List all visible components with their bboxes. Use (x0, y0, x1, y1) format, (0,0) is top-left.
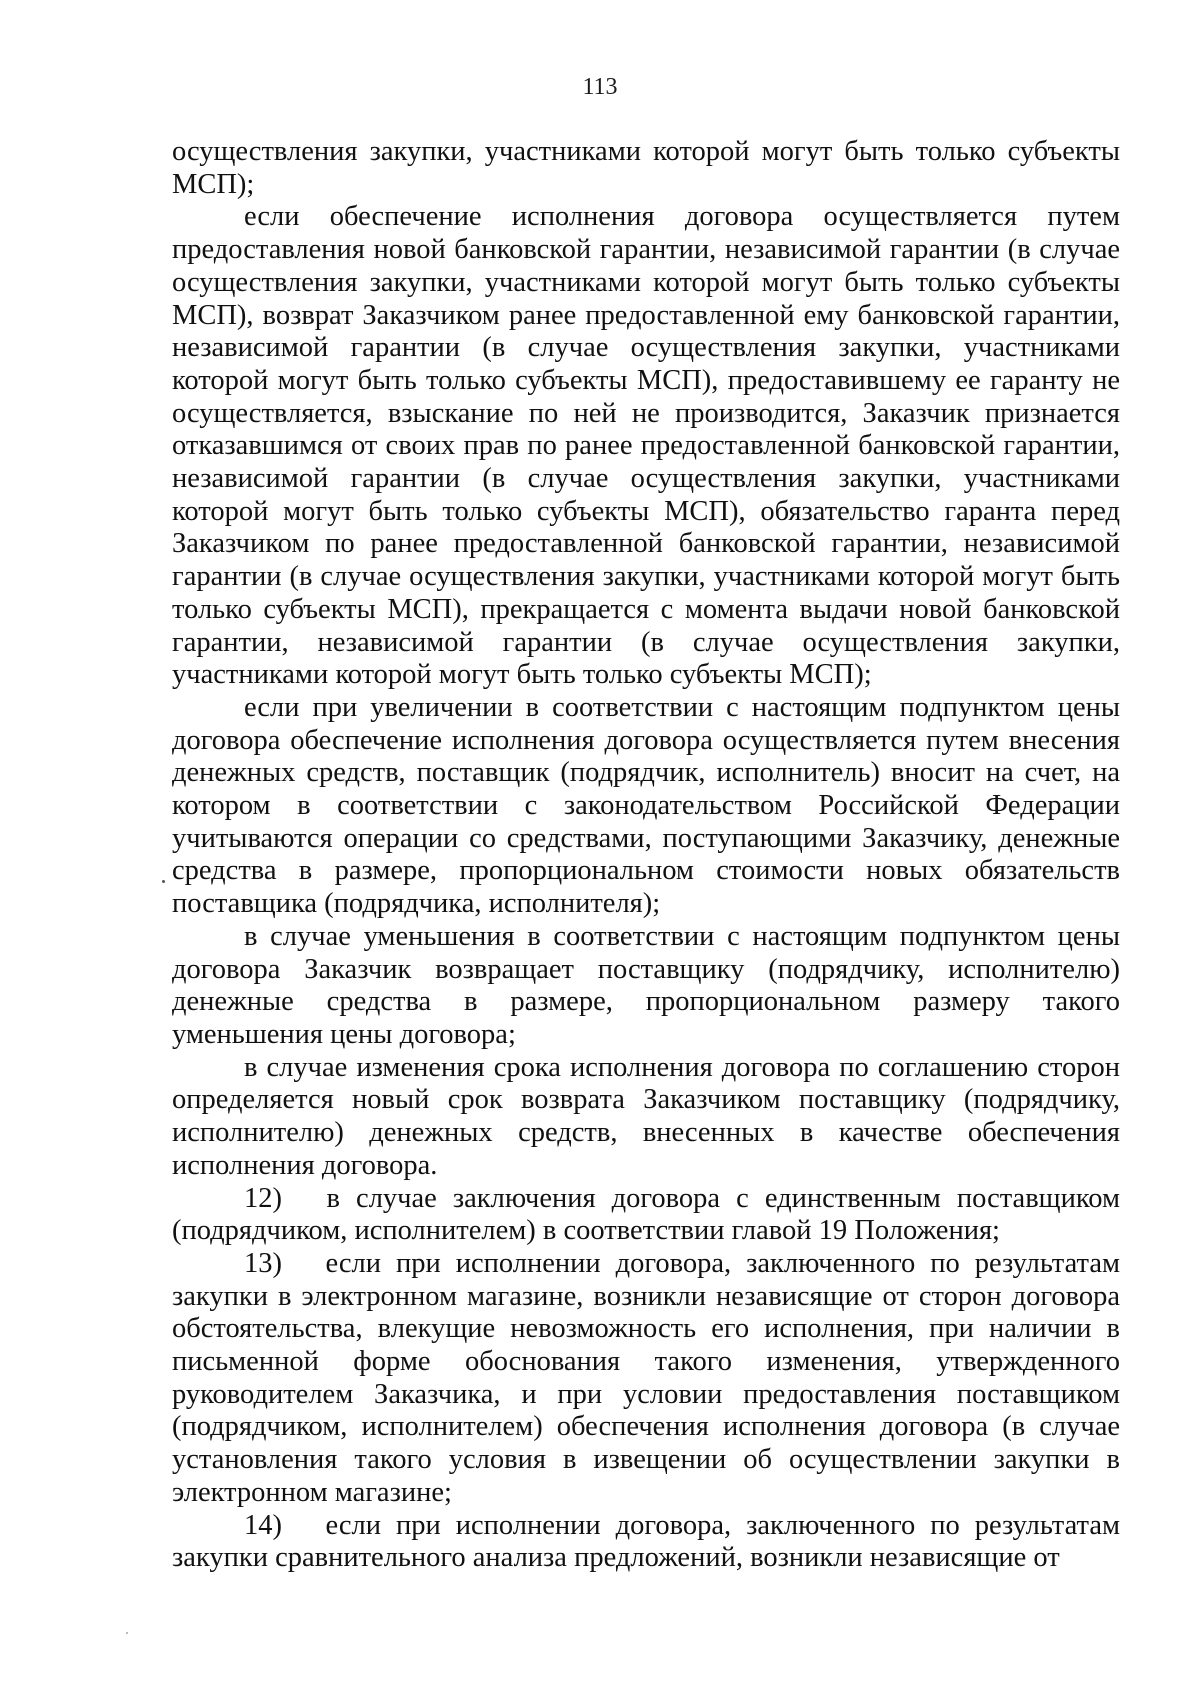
paragraph-price-increase: если при увеличении в соответствии с настоящим подпунктом цены договора обеспечение исполнения договора осуществляется путем внесения денежных средств, поставщик (подрядчик, исполнитель) вносит на счет, на котором в соответствии с законодательством Российской Федерации учитываются операции со средствами, поступающими Заказчику, денежные средства в размере, пропорциональном стоимости новых обязательств поставщика (подрядчика, исполнителя); (172, 691, 1120, 920)
paragraph-item-12: 12) в случае заключения договора с единственным поставщиком (подрядчиком, исполнителем) в соответствии главой 19 Положения; (172, 1182, 1120, 1247)
scan-artifact (162, 880, 165, 883)
paragraph-item-13: 13) если при исполнении договора, заключенного по результатам закупки в электронном магазине, возникли независящие от сторон договора обстоятельства, влекущие невозможность его исполнения, при наличии в письменной форме обоснования такого изменения, утвержденного руководителем Заказчика, и при условии предоставления поставщиком (подрядчиком, исполнителем) обеспечения исполнения договора (в случае установления такого условия в извещении об осуществлении закупки в электронном магазине; (172, 1247, 1120, 1508)
paragraph-term-change: в случае изменения срока исполнения договора по соглашению сторон определяется новый срок возврата Заказчиком поставщику (подрядчику, исполнителю) денежных средств, внесенных в качестве обеспечения исполнения договора. (172, 1051, 1120, 1181)
paragraph-price-decrease: в случае уменьшения в соответствии с настоящим подпунктом цены договора Заказчик возвращает поставщику (подрядчику, исполнителю) денежные средства в размере, пропорциональном размеру такого уменьшения цены договора; (172, 920, 1120, 1050)
paragraph-item-14: 14) если при исполнении договора, заключенного по результатам закупки сравнительного анализа предложений, возникли независящие от (172, 1509, 1120, 1574)
paragraph-continuation: осуществления закупки, участниками которой могут быть только субъекты МСП); (172, 136, 1120, 200)
page-number: 113 (582, 74, 618, 100)
document-body (172, 136, 1120, 1575)
scan-artifact (126, 1632, 128, 1634)
paragraph-new-guarantee: если обеспечение исполнения договора осуществляется путем предоставления новой банковской гарантии, независимой гарантии (в случае осуществления закупки, участниками которой могут быть только субъекты МСП), возврат Заказчиком ранее предоставленной ему банковской гарантии, независимой гарантии (в случае осуществления закупки, участниками которой могут быть только субъекты МСП), предоставившему ее гаранту не осуществляется, взыскание по ней не производится, Заказчик признается отказавшимся от своих прав по ранее предоставленной банковской гарантии, независимой гарантии (в случае осуществления закупки, участниками которой могут быть только субъекты МСП), обязательство гаранта перед Заказчиком по ранее предоставленной банковской гарантии, независимой гарантии (в случае осуществления закупки, участниками которой могут быть только субъекты МСП), прекращается с момента выдачи новой банковской гарантии, независимой гарантии (в случае осуществления закупки, участниками которой могут быть только субъекты МСП); (172, 201, 1120, 691)
